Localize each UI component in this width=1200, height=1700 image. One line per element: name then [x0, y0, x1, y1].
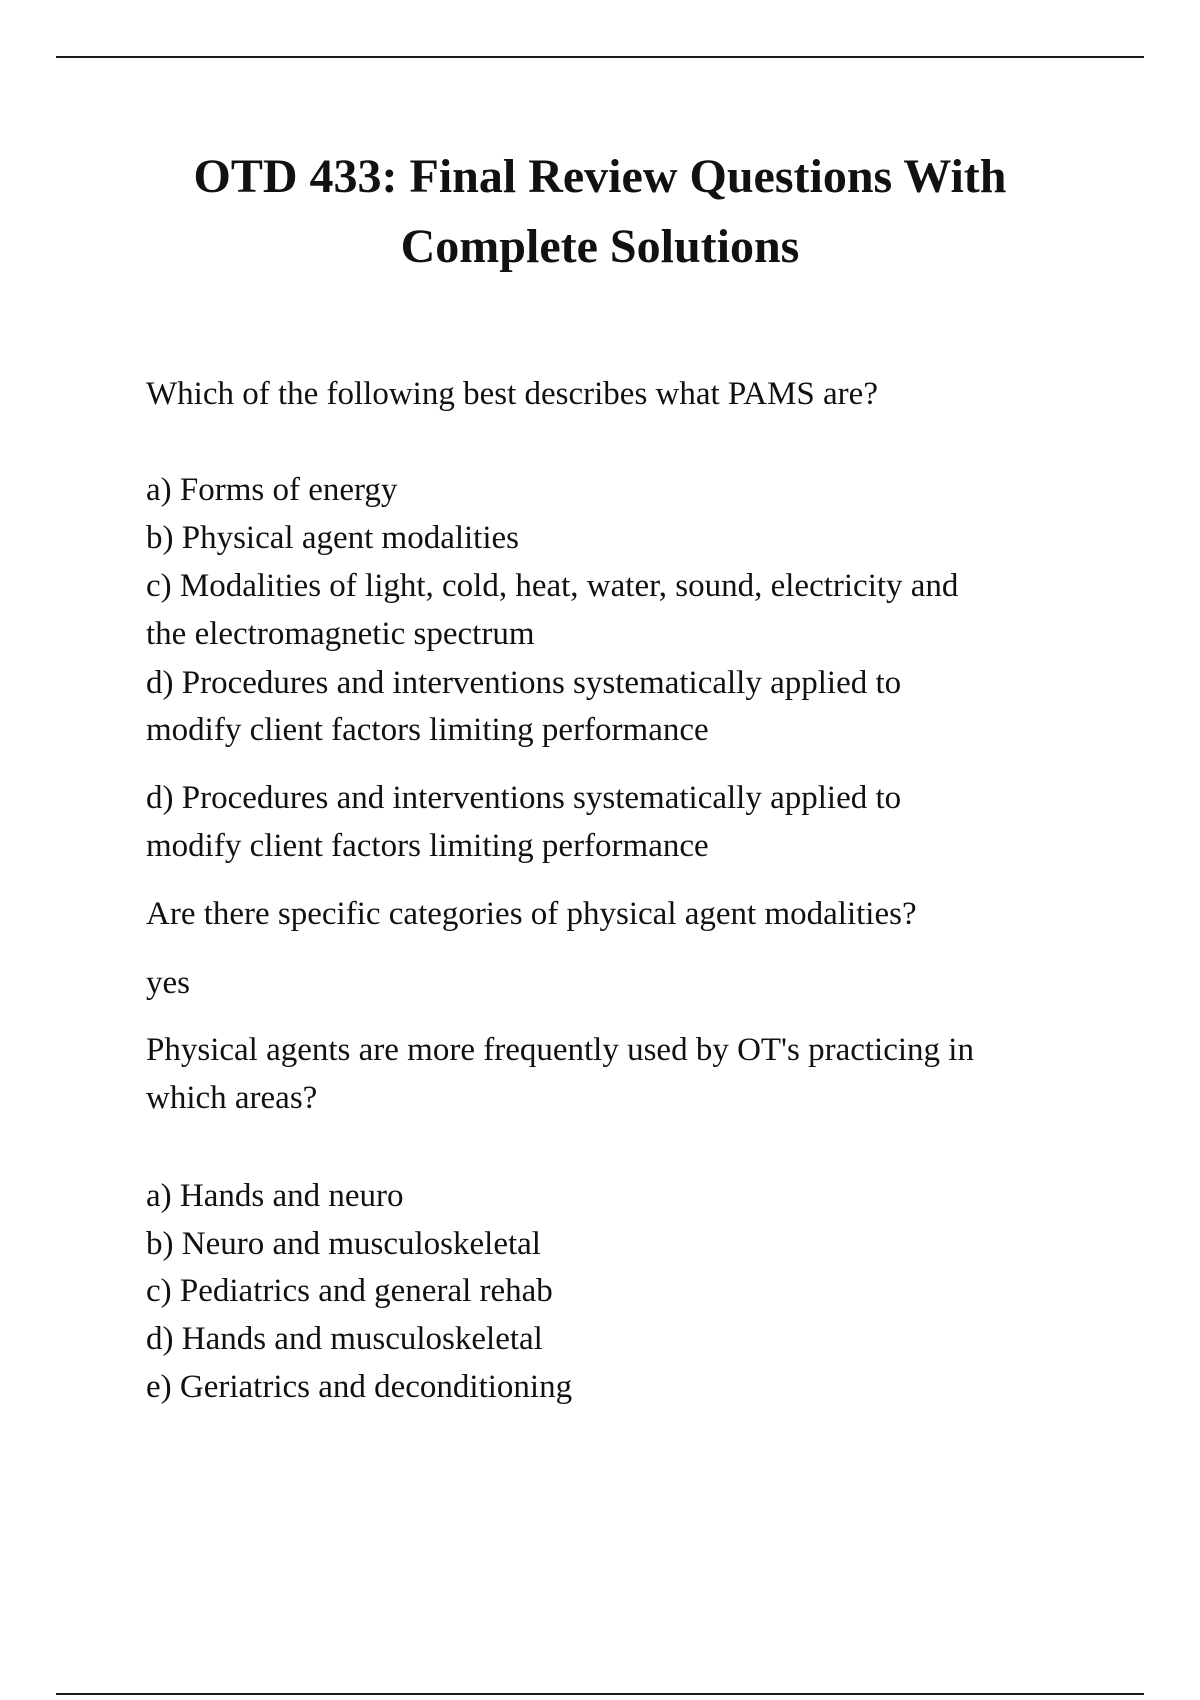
- question-1-option-a: a) Forms of energy: [146, 472, 398, 508]
- question-1-answer-cont: modify client factors limiting performance: [146, 828, 709, 864]
- question-1-answer: d) Procedures and interventions systematically applied to: [146, 780, 902, 816]
- question-1-option-c: c) Modalities of light, cold, heat, water, sound, electricity and: [146, 568, 959, 604]
- bottom-rule: [56, 1693, 1144, 1695]
- question-3-option-c: c) Pediatrics and general rehab: [146, 1273, 553, 1309]
- question-1-option-d-cont: modify client factors limiting performance: [146, 712, 709, 748]
- question-3-option-e: e) Geriatrics and deconditioning: [146, 1369, 573, 1405]
- question-1-option-d: d) Procedures and interventions systematically applied to: [146, 665, 902, 701]
- question-3-prompt-cont: which areas?: [146, 1080, 318, 1116]
- question-1-option-b: b) Physical agent modalities: [146, 520, 520, 556]
- question-3-option-a: a) Hands and neuro: [146, 1178, 404, 1214]
- page-title: [100, 142, 1100, 282]
- title-line-1: OTD 433: Final Review Questions With: [193, 150, 1007, 203]
- question-1-prompt: Which of the following best describes what PAMS are?: [146, 376, 878, 412]
- question-3-prompt: Physical agents are more frequently used by OT's practicing in: [146, 1032, 974, 1068]
- question-2-answer: yes: [146, 965, 190, 1001]
- top-rule: [56, 56, 1144, 58]
- question-3-option-d: d) Hands and musculoskeletal: [146, 1321, 543, 1357]
- question-2-prompt: Are there specific categories of physical agent modalities?: [146, 896, 917, 932]
- question-3-option-b: b) Neuro and musculoskeletal: [146, 1226, 541, 1262]
- title-line-2: Complete Solutions: [400, 220, 800, 273]
- question-1-option-c-cont: the electromagnetic spectrum: [146, 616, 535, 652]
